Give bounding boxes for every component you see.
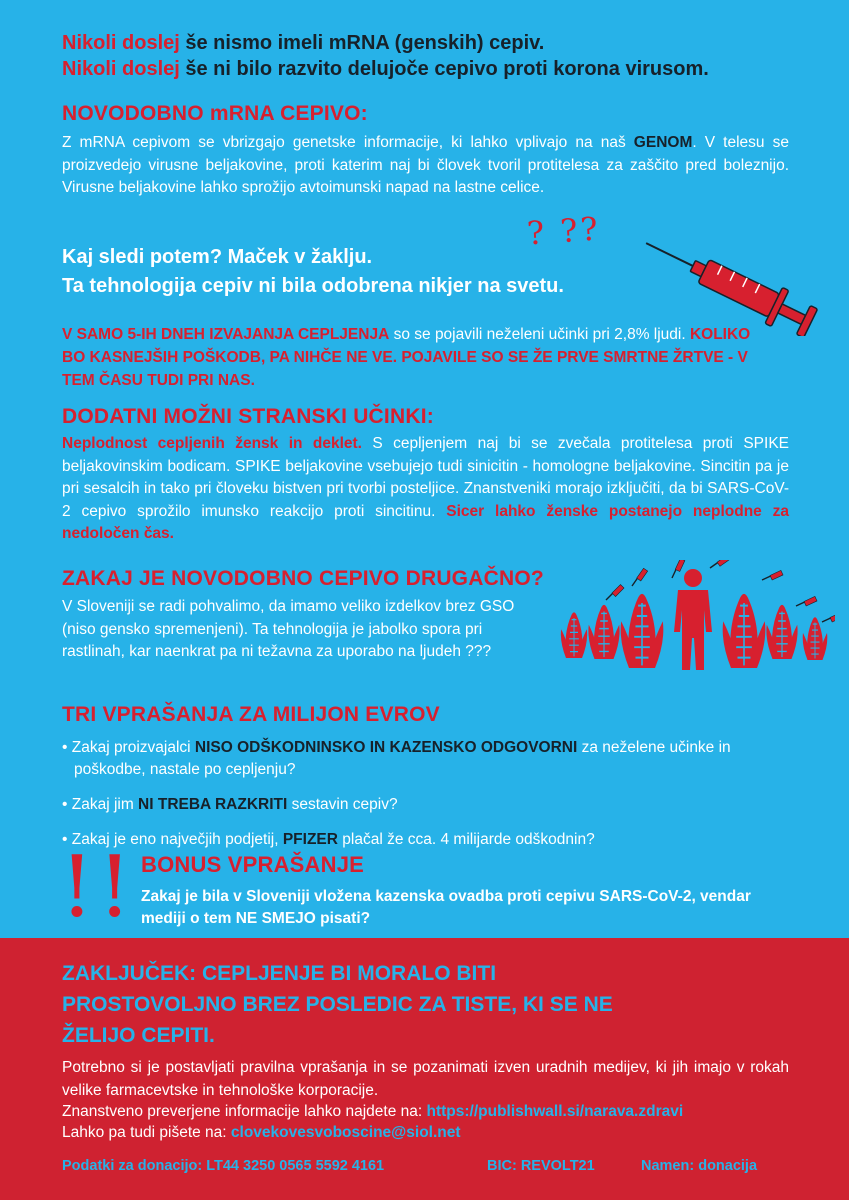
intro-line-2 xyxy=(62,56,822,82)
bonus-text: Zakaj je bila v Sloveniji vložena kazenska ovadba proti cepivu SARS-CoV-2, vendar mediji o tem NE SMEJO pisati? xyxy=(141,888,751,927)
three-questions-list xyxy=(62,737,782,864)
info-line: Znanstveno preverjene informacije lahko najdete na: https://publishwall.si/narava.zdravi xyxy=(62,1103,684,1120)
corn-human-illustration xyxy=(560,560,835,685)
question-marks: ? ?? xyxy=(525,209,602,253)
five-days-text: V SAMO 5-IH DNEH IZVAJANJA CEPLJENJA so se pojavili neželeni učinki pri 2,8% ljudi. KOLIKO BO KASNEJŠIH POŠKODB, PA NIHČE NE VE. POJAVILE SO SE ŽE PRVE SMRTNE ŽRTVE - V TEM ČASU TUDI PRI NAS. xyxy=(62,326,751,389)
syringe-icon xyxy=(636,238,836,336)
exclamation-marks: !! xyxy=(60,838,136,936)
human-figure-icon xyxy=(674,569,712,670)
side-effects-heading: DODATNI MOŽNI STRANSKI UČINKI: xyxy=(62,405,434,428)
question-line-2: Ta tehnologija cepiv ni bila odobrena nikjer na svetu. xyxy=(62,275,564,297)
purpose-info: Namen: donacija xyxy=(641,1158,758,1174)
side-effects-text: Neplodnost cepljenih žensk in deklet. S cepljenjem naj bi se zvečala protitelesa proti SPIKE beljakovinskim bodicam. SPIKE beljakovine vsebujejo tudi sinicitin - homologne beljakovine. Sincitin pa je pri sesalcih in tako pri človeku bistven pri tvorbi posteljice. Znanstveniki morajo izključiti, da bi SARS-CoV-2 cepivo sprožilo imunsko reakcijo proti sincitinu. Sicer lahko ženske postanejo neplodne za nedoločen čas. xyxy=(62,435,789,542)
bic-info: BIC: REVOLT21 xyxy=(487,1158,595,1174)
different-text: V Sloveniji se radi pohvalimo, da imamo veliko izdelkov brez GSO (niso gensko spremenjeni). Ta tehnologija je jabolko spora pri rastlinah, kar naenkrat pa ni težavna za uporabo na ljudeh ??? xyxy=(62,598,515,660)
intro-line-1 xyxy=(62,30,822,56)
question-block xyxy=(62,243,564,301)
conclusion-text: Potrebno si je postavljati pravilna vprašanja in se pozanimati izven uradnih medijev, ki jih imajo v rokah velike farmacevtske in tehnološke korporacije. xyxy=(62,1059,789,1099)
donation-info: Podatki za donacijo: LT44 3250 0565 5592 4161 xyxy=(62,1158,385,1174)
question-item-2: • Zakaj jim NI TREBA RAZKRITI sestavin cepiv? xyxy=(62,796,398,813)
different-heading: ZAKAJ JE NOVODOBNO CEPIVO DRUGAČNO? xyxy=(62,567,544,590)
question-item-3: • Zakaj je eno največjih podjetij, PFIZER plačal že cca. 4 milijarde odškodnin? xyxy=(62,831,595,848)
intro-lead-2: Nikoli doslej xyxy=(62,58,180,80)
conclusion-heading: ZAKLJUČEK: CEPLJENJE BI MORALO BITI PROSTOVOLJNO BREZ POSLEDIC ZA TISTE, KI SE NE ŽELIJO CEPITI. xyxy=(62,962,613,1047)
mrna-text: Z mRNA cepivom se vbrizgajo genetske informacije, ki lahko vplivajo na naš GENOM. V telesu se proizvedejo virusne beljakovine, proti katerim naj bi človek tvoril protitelesa za zaščito pred boleznijo. Virusne beljakovine lahko sprožijo avtoimunski napad na lastne celice. xyxy=(62,134,790,196)
mrna-heading: NOVODOBNO mRNA CEPIVO: xyxy=(62,102,368,125)
three-questions-heading: TRI VPRAŠANJA ZA MILIJON EVROV xyxy=(62,703,440,726)
mail-link[interactable]: clovekovesvoboscine@siol.net xyxy=(230,1124,461,1141)
bonus-heading: BONUS VPRAŠANJE xyxy=(141,852,365,877)
genom-word: GENOM xyxy=(633,134,693,151)
mail-line: Lahko pa tudi pišete na: clovekovesvoboscine@siol.net xyxy=(62,1124,461,1141)
question-line-1: Kaj sledi potem? Maček v žaklju. xyxy=(62,246,373,268)
intro xyxy=(62,30,822,82)
info-link[interactable]: https://publishwall.si/narava.zdravi xyxy=(426,1103,684,1120)
intro-rest-2: še ni bilo razvito delujoče cepivo proti korona virusom. xyxy=(179,58,709,80)
intro-rest-1: še nismo imeli mRNA (genskih) cepiv. xyxy=(179,32,545,54)
question-item-1: • Zakaj proizvajalci NISO ODŠKODNINSKO IN KAZENSKO ODGOVORNI za neželene učinke in poškodbe, nastale po cepljenju? xyxy=(62,739,731,778)
intro-lead-1: Nikoli doslej xyxy=(62,32,180,54)
